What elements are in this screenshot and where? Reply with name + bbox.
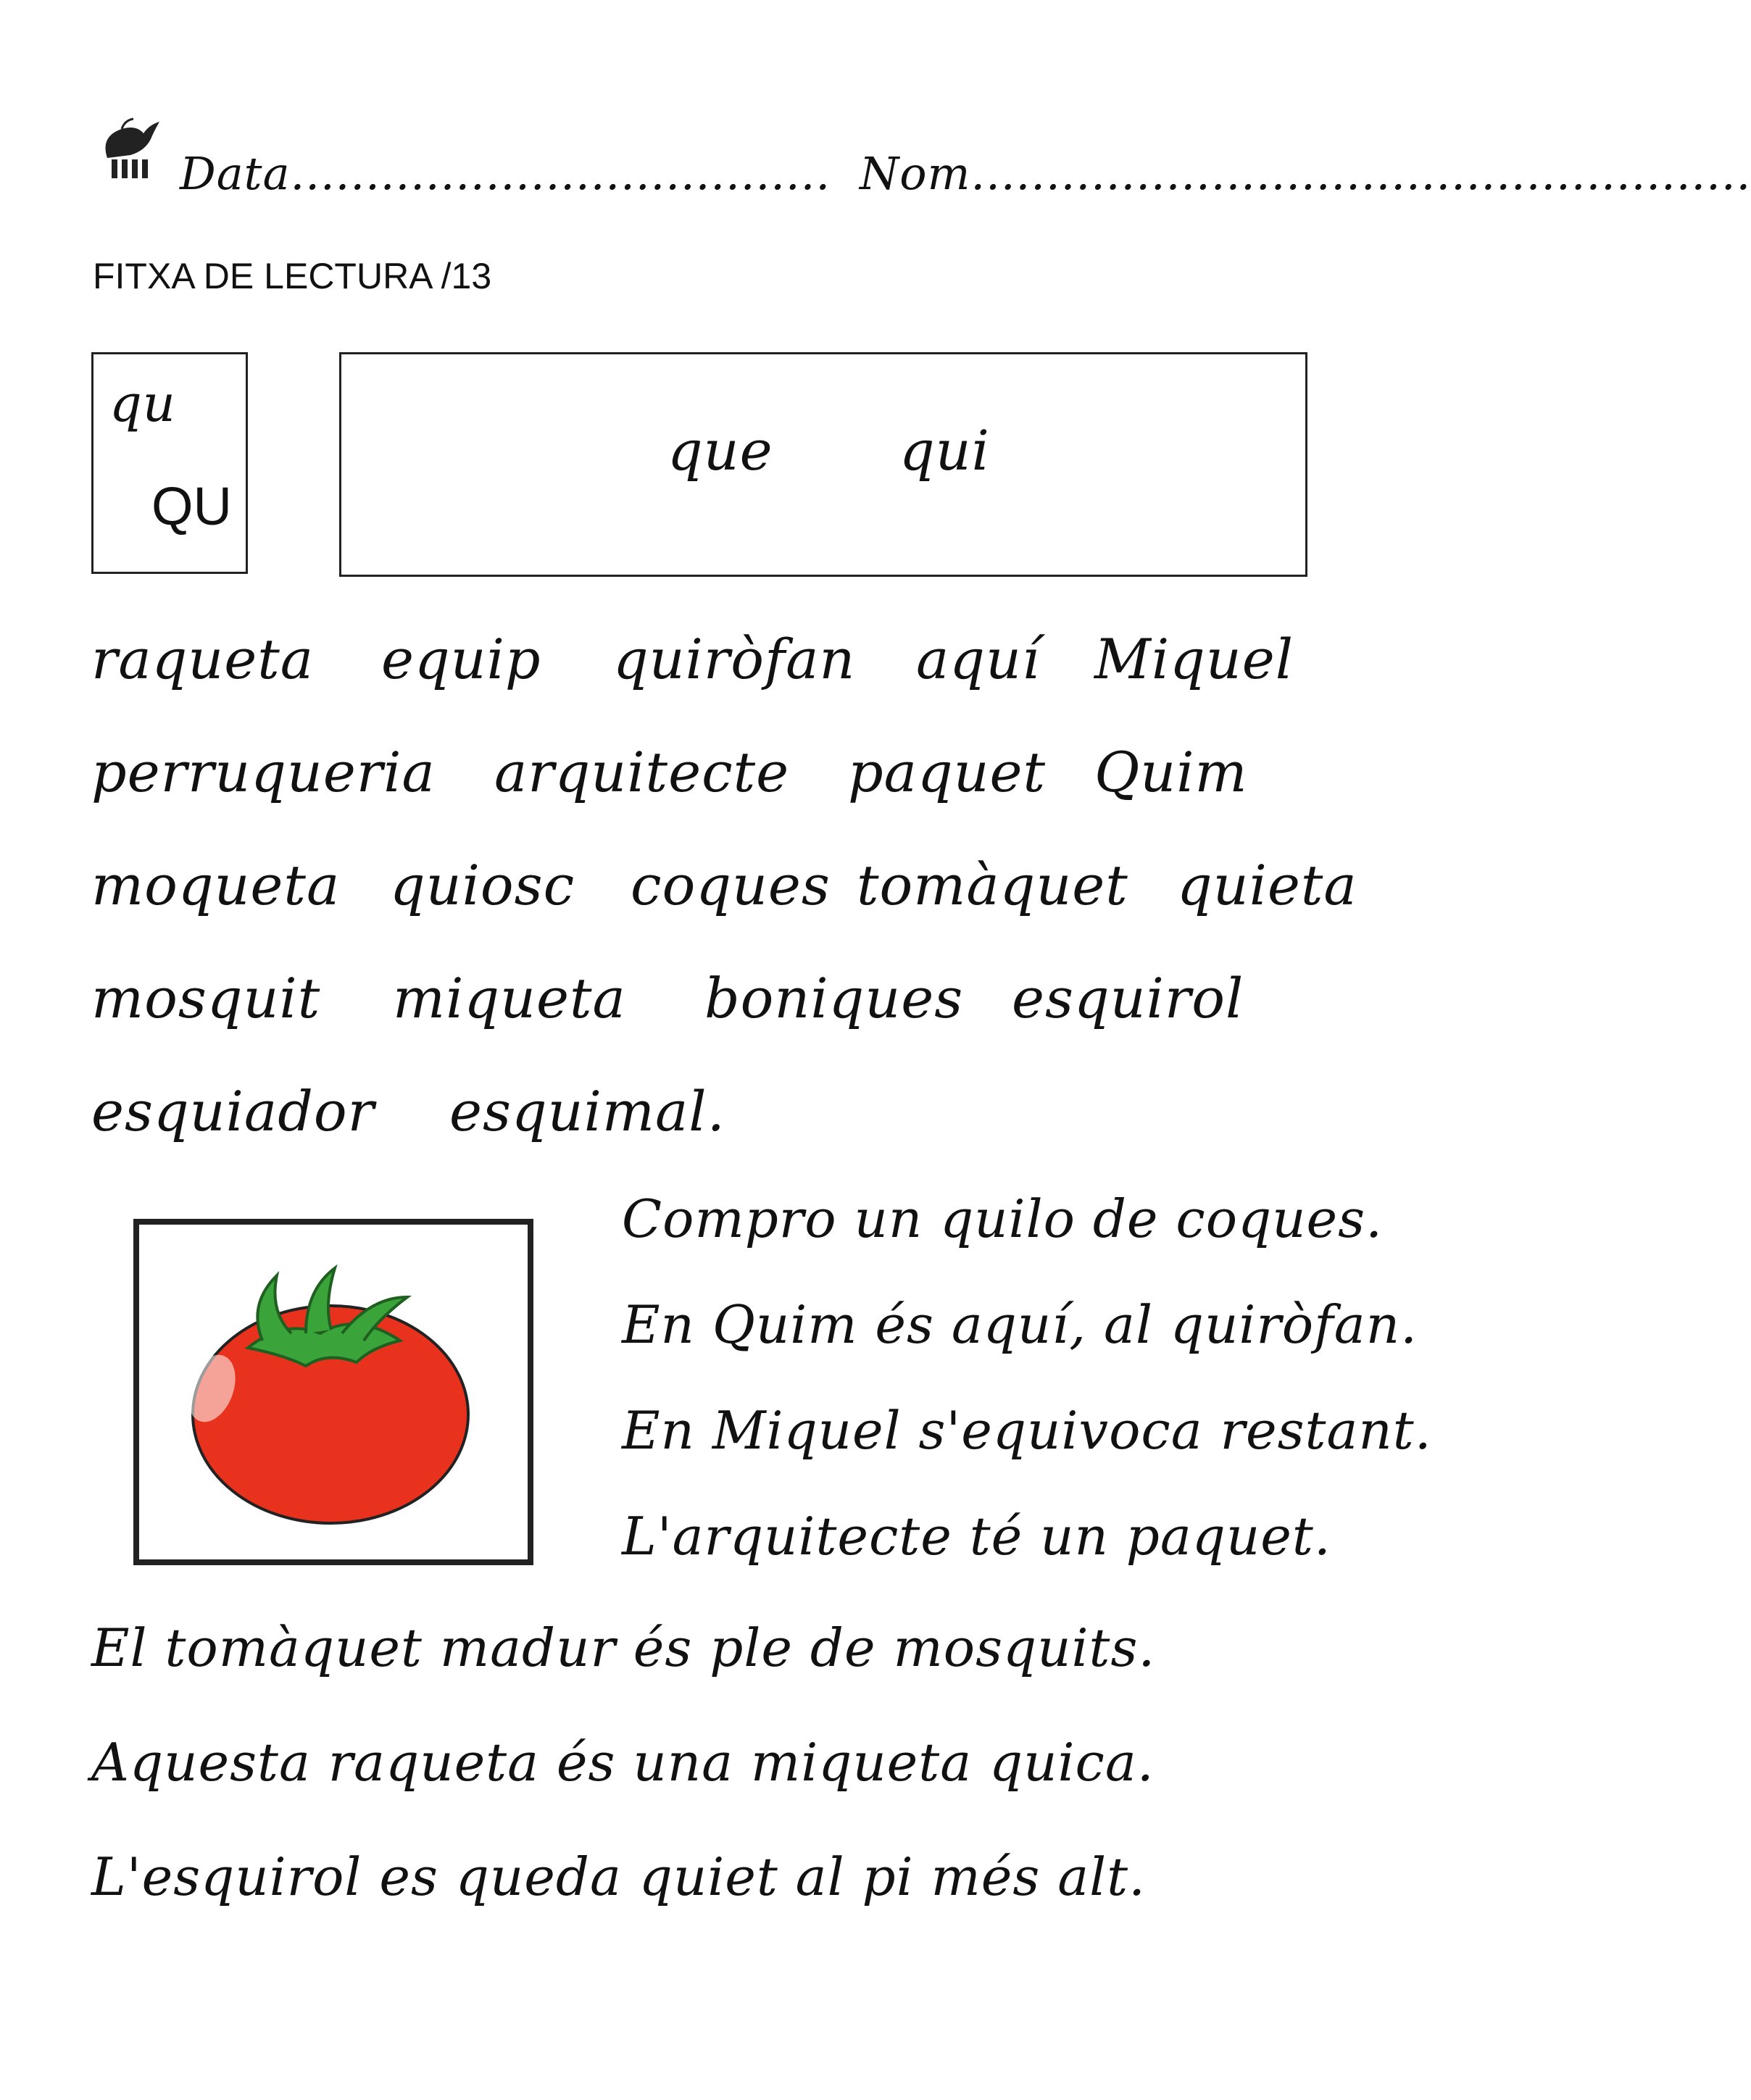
sentence: En Miquel s'equivoca restant. xyxy=(622,1400,1432,1461)
syllable-que: que xyxy=(667,418,773,483)
syllable-box xyxy=(339,352,1307,577)
tomato-icon xyxy=(139,1225,528,1559)
sentence: Aquesta raqueta és una miqueta quica. xyxy=(91,1732,1155,1793)
word: perruqueria xyxy=(91,740,436,804)
date-field[interactable]: Data.................................... xyxy=(180,147,831,200)
word: coques xyxy=(631,853,831,917)
word: mosquit xyxy=(91,966,321,1030)
word: quieta xyxy=(1177,853,1357,917)
word: moqueta xyxy=(91,853,341,917)
word: paquet xyxy=(848,740,1047,804)
header-fields xyxy=(180,145,1751,203)
tomato-illustration xyxy=(133,1219,533,1565)
sentence: El tomàquet madur és ple de mosquits. xyxy=(91,1617,1156,1678)
word: tomàquet xyxy=(857,853,1128,917)
word: raqueta xyxy=(91,627,315,691)
sentence: L'esquirol es queda quiet al pi més alt. xyxy=(91,1846,1147,1907)
sentence: L'arquitecte té un paquet. xyxy=(622,1506,1331,1567)
word: boniques xyxy=(704,966,964,1030)
word: quiròfan xyxy=(613,627,856,691)
word: esquiador xyxy=(91,1079,375,1143)
word: miqueta xyxy=(393,966,626,1030)
letter-lowercase: qu xyxy=(109,374,176,433)
word: esquirol xyxy=(1012,966,1244,1030)
seahorse-logo-icon xyxy=(93,107,172,187)
sentence: Compro un quilo de coques. xyxy=(622,1188,1383,1249)
word: equip xyxy=(381,627,541,691)
syllable-qui: qui xyxy=(899,418,990,483)
word: esquimal. xyxy=(449,1079,725,1143)
name-field[interactable]: Nom.................................................... xyxy=(860,147,1751,200)
worksheet-title: FITXA DE LECTURA /13 xyxy=(93,256,492,296)
word: Quim xyxy=(1094,740,1248,804)
sentence: En Quim és aquí, al quiròfan. xyxy=(622,1294,1418,1355)
letter-uppercase: QU xyxy=(151,476,232,536)
word: aquí xyxy=(916,627,1041,691)
letter-box xyxy=(91,352,248,574)
word: arquitecte xyxy=(494,740,790,804)
word: Miquel xyxy=(1094,627,1294,691)
word: quiosc xyxy=(390,853,575,917)
